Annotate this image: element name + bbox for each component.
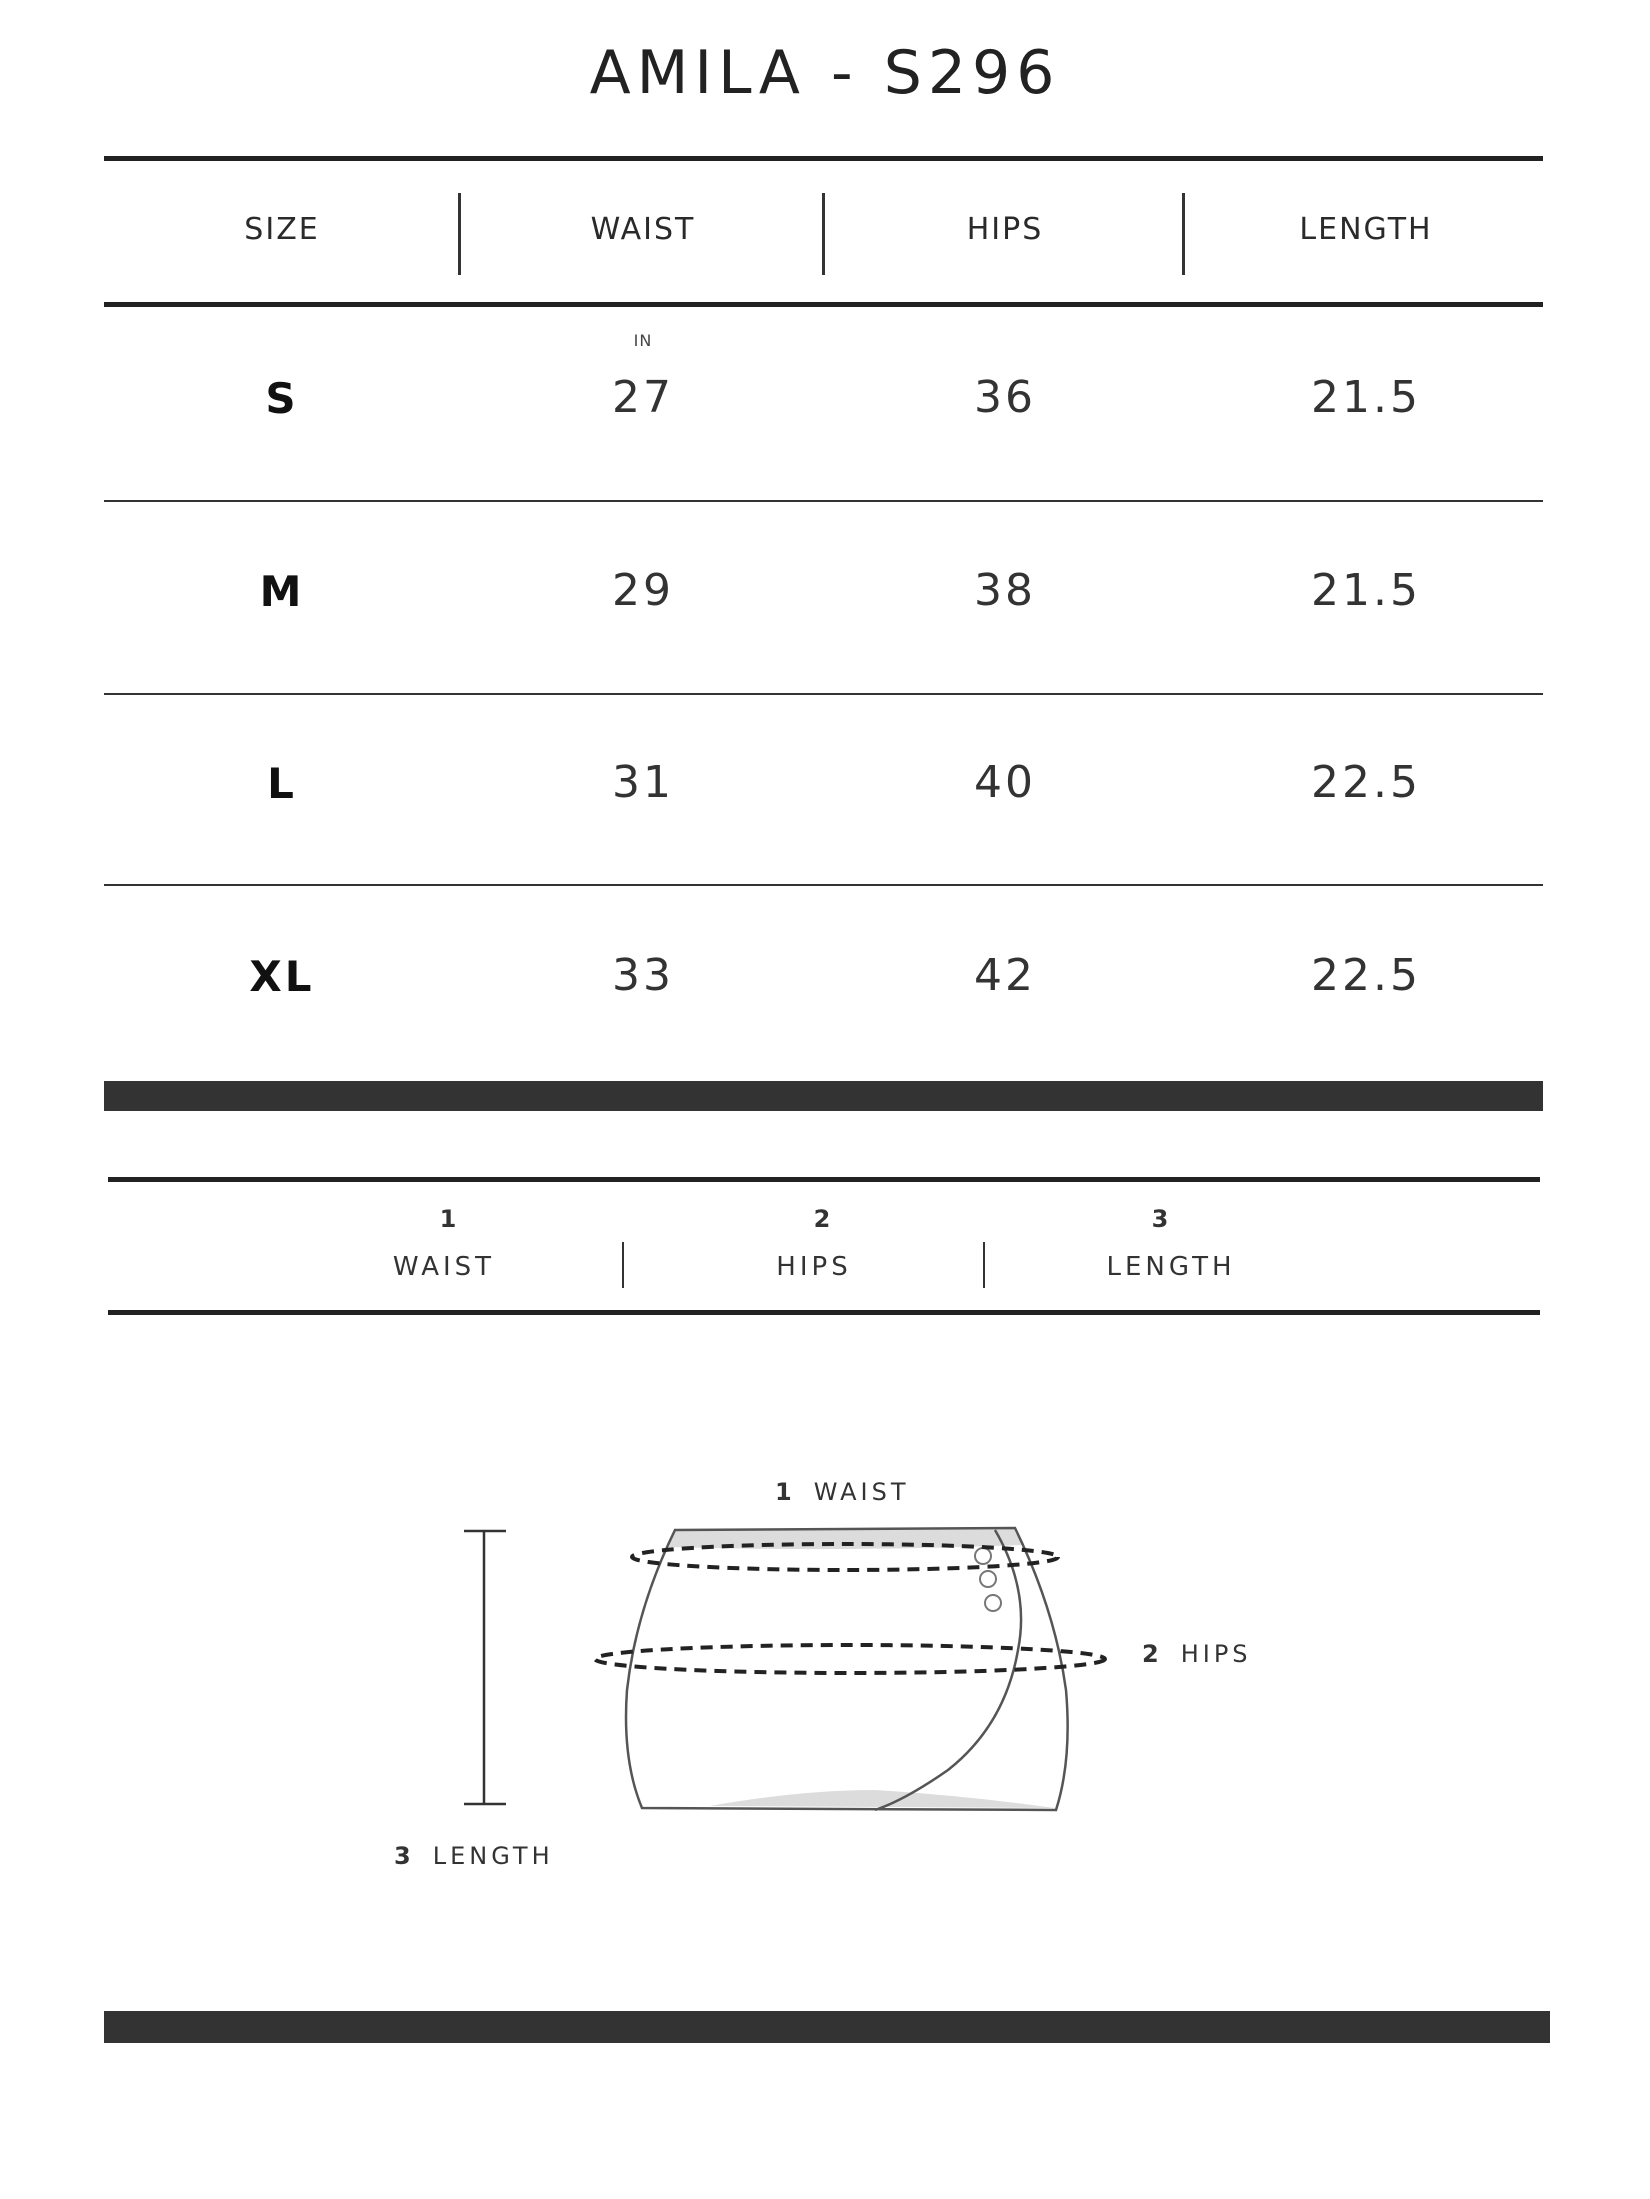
legend-label: WAIST	[392, 1252, 496, 1282]
header-waist: WAIST	[590, 212, 696, 247]
row-waist: 29	[612, 565, 674, 616]
row-size: S	[265, 374, 299, 423]
diagram-label-waist	[775, 1478, 910, 1506]
header-hips: HIPS	[966, 212, 1044, 247]
page-title: AMILA - S296	[589, 38, 1061, 108]
diagram-text: HIPS	[1180, 1640, 1252, 1668]
legend-number: 1	[439, 1205, 457, 1233]
row-waist: 27	[612, 372, 674, 423]
row-hips: 42	[974, 950, 1036, 1001]
row-waist: 31	[612, 757, 674, 808]
row-length: 22.5	[1311, 757, 1421, 808]
diagram-number: 1	[775, 1478, 796, 1506]
legend-label: HIPS	[776, 1252, 852, 1282]
row-size: XL	[249, 952, 315, 1001]
row-hips: 36	[974, 372, 1036, 423]
legend-number: 2	[813, 1205, 831, 1233]
unit-label: IN	[633, 331, 653, 350]
row-size: M	[259, 567, 305, 616]
legend-label: LENGTH	[1106, 1252, 1236, 1282]
legend-number: 3	[1151, 1205, 1169, 1233]
row-hips: 40	[974, 757, 1036, 808]
diagram-label-hips	[1142, 1640, 1252, 1668]
row-length: 21.5	[1311, 565, 1421, 616]
row-size: L	[267, 759, 297, 808]
row-length: 21.5	[1311, 372, 1421, 423]
bottom-divider-band	[104, 2011, 1550, 2043]
diagram-text: LENGTH	[432, 1842, 554, 1870]
header-length: LENGTH	[1299, 212, 1433, 247]
header-size: SIZE	[244, 212, 320, 247]
diagram-number: 2	[1142, 1640, 1163, 1668]
diagram-number: 3	[394, 1842, 415, 1870]
diagram-text: WAIST	[813, 1478, 910, 1506]
diagram-label-length	[394, 1842, 554, 1870]
row-hips: 38	[974, 565, 1036, 616]
row-length: 22.5	[1311, 950, 1421, 1001]
row-waist: 33	[612, 950, 674, 1001]
